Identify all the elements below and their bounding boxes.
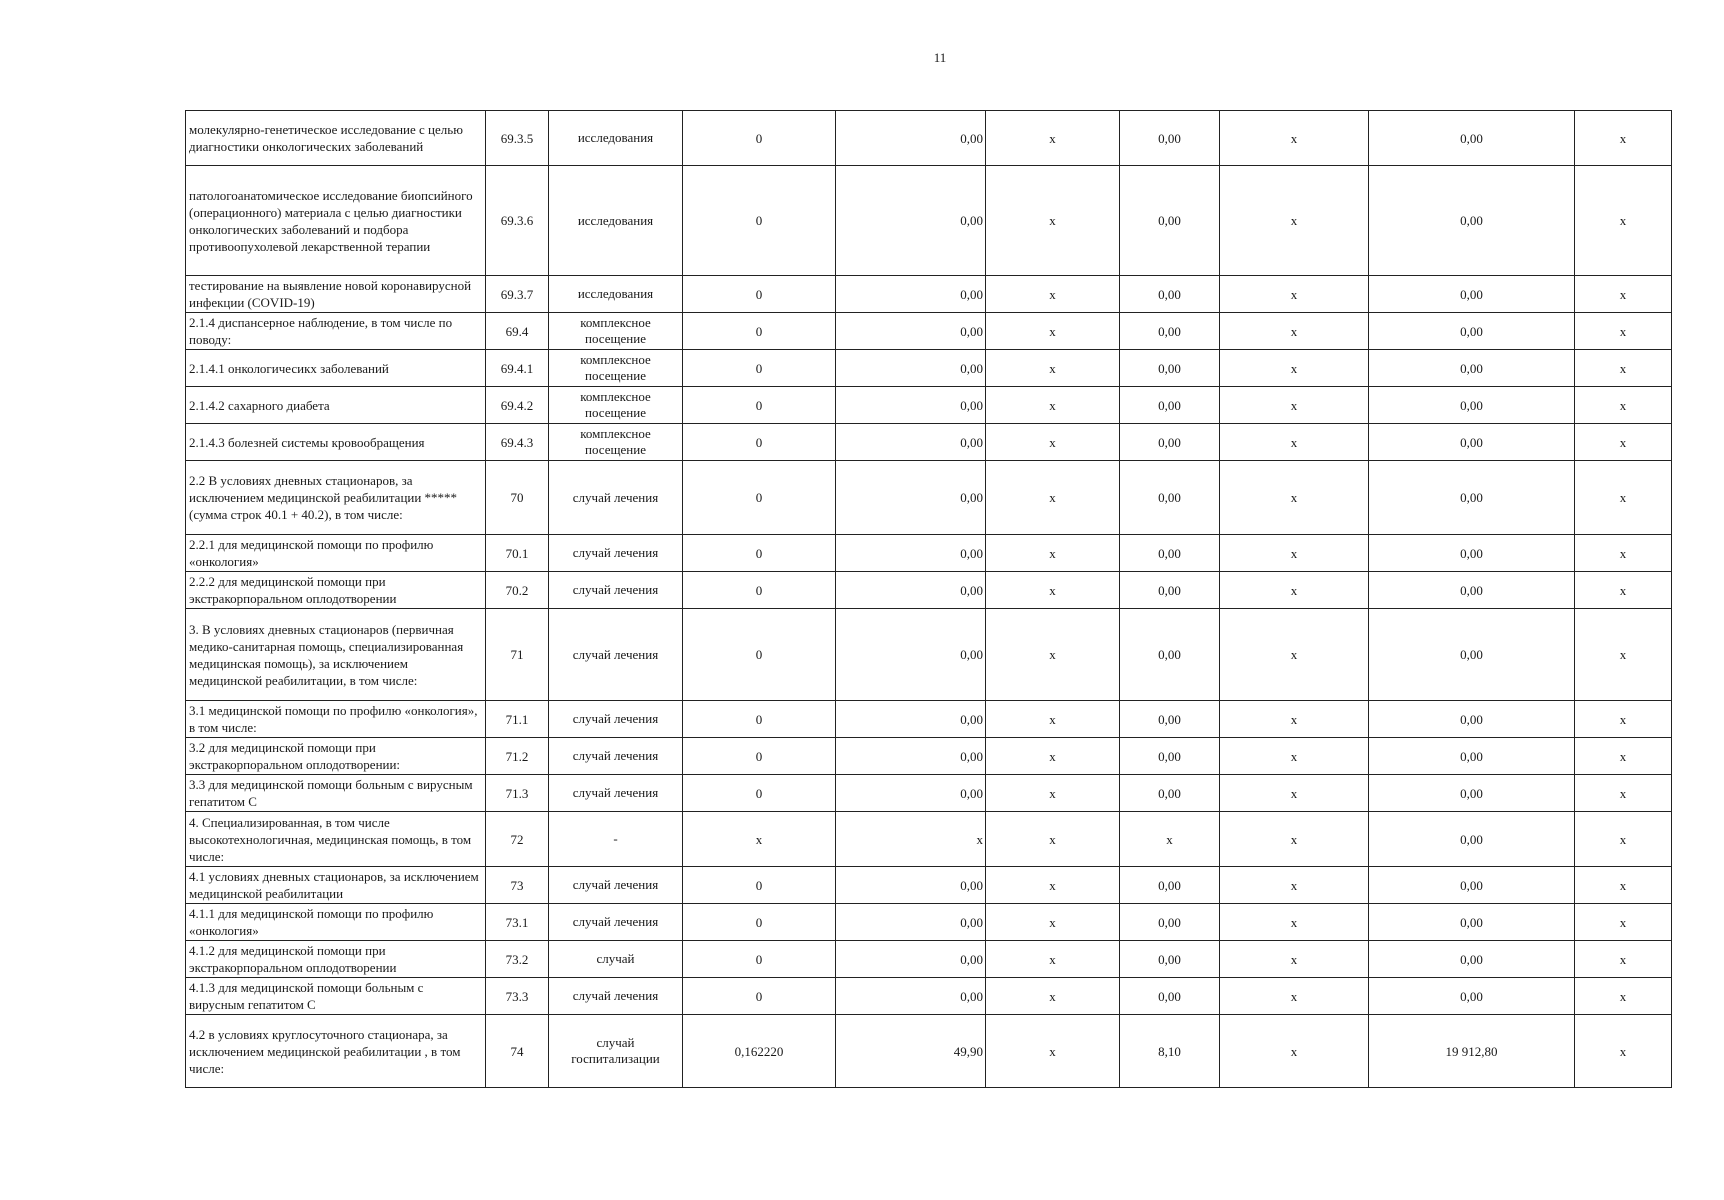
row-code-cell: 69.4.3 — [486, 424, 549, 461]
row-value-cell: х — [1220, 904, 1369, 941]
row-value-cell: х — [1220, 701, 1369, 738]
row-value-cell: 0 — [683, 461, 836, 535]
row-value-cell: 0,00 — [1369, 904, 1575, 941]
row-value-cell: 0,00 — [1120, 313, 1220, 350]
row-unit-cell: случай лечения — [549, 572, 683, 609]
row-value-cell: 0,162220 — [683, 1015, 836, 1088]
row-value-cell: 0,00 — [1120, 775, 1220, 812]
row-value-cell: х — [1575, 313, 1672, 350]
row-code-cell: 74 — [486, 1015, 549, 1088]
row-unit-cell: случай лечения — [549, 701, 683, 738]
row-value-cell: 0,00 — [1120, 978, 1220, 1015]
row-name-cell: 3. В условиях дневных стационаров (первичная медико-санитарная помощь, специализированная медицинская помощь), за исключением медицинской реабилитации, в том числе: — [186, 609, 486, 701]
row-unit-cell: случай лечения — [549, 461, 683, 535]
row-name-cell: 3.3 для медицинской помощи больным с вирусным гепатитом С — [186, 775, 486, 812]
table-row — [186, 867, 1672, 904]
table-row — [186, 387, 1672, 424]
row-code-cell: 70.2 — [486, 572, 549, 609]
row-unit-cell: комплексное посещение — [549, 313, 683, 350]
row-name-cell: 4.1 условиях дневных стационаров, за исключением медицинской реабилитации — [186, 867, 486, 904]
table-row — [186, 461, 1672, 535]
row-value-cell: 0,00 — [836, 166, 986, 276]
row-value-cell: 0,00 — [1369, 313, 1575, 350]
table-row — [186, 166, 1672, 276]
row-value-cell: х — [1575, 978, 1672, 1015]
row-value-cell: 0,00 — [1120, 350, 1220, 387]
row-value-cell: 0,00 — [836, 313, 986, 350]
row-value-cell: х — [986, 313, 1120, 350]
row-name-cell: тестирование на выявление новой коронавирусной инфекции (COVID-19) — [186, 276, 486, 313]
row-value-cell: 0,00 — [836, 276, 986, 313]
row-value-cell: 49,90 — [836, 1015, 986, 1088]
row-unit-cell: исследования — [549, 276, 683, 313]
row-value-cell: х — [1575, 867, 1672, 904]
row-value-cell: х — [986, 424, 1120, 461]
row-value-cell: 0,00 — [1369, 775, 1575, 812]
row-value-cell: 0,00 — [836, 461, 986, 535]
row-name-cell: 4. Специализированная, в том числе высокотехнологичная, медицинская помощь, в том числе: — [186, 812, 486, 867]
row-value-cell: 0,00 — [836, 387, 986, 424]
row-code-cell: 73.2 — [486, 941, 549, 978]
row-value-cell: х — [1575, 738, 1672, 775]
row-name-cell: молекулярно-генетическое исследование с целью диагностики онкологических заболеваний — [186, 111, 486, 166]
row-value-cell: х — [1220, 276, 1369, 313]
row-value-cell: 0,00 — [836, 904, 986, 941]
row-value-cell: 0,00 — [1369, 738, 1575, 775]
row-value-cell: 0,00 — [1120, 166, 1220, 276]
row-unit-cell: исследования — [549, 166, 683, 276]
row-value-cell: 0,00 — [1120, 609, 1220, 701]
row-value-cell: х — [1220, 387, 1369, 424]
row-value-cell: х — [1575, 276, 1672, 313]
table-row — [186, 904, 1672, 941]
table-row — [186, 812, 1672, 867]
row-code-cell: 70 — [486, 461, 549, 535]
row-value-cell: х — [986, 904, 1120, 941]
row-value-cell: х — [1575, 535, 1672, 572]
row-value-cell: х — [1120, 812, 1220, 867]
row-code-cell: 69.3.6 — [486, 166, 549, 276]
row-name-cell: 2.2.1 для медицинской помощи по профилю «онкология» — [186, 535, 486, 572]
row-value-cell: 0,00 — [1120, 701, 1220, 738]
row-value-cell: 0,00 — [1369, 166, 1575, 276]
table-row — [186, 111, 1672, 166]
row-value-cell: 0 — [683, 738, 836, 775]
row-unit-cell: комплексное посещение — [549, 350, 683, 387]
row-value-cell: 0,00 — [836, 941, 986, 978]
row-value-cell: х — [1220, 978, 1369, 1015]
row-value-cell: 0,00 — [1369, 812, 1575, 867]
row-code-cell: 69.4 — [486, 313, 549, 350]
row-value-cell: 0,00 — [1120, 276, 1220, 313]
row-value-cell: х — [986, 738, 1120, 775]
row-value-cell: х — [986, 535, 1120, 572]
row-value-cell: х — [986, 941, 1120, 978]
table-row — [186, 572, 1672, 609]
row-value-cell: х — [1220, 572, 1369, 609]
table-row — [186, 276, 1672, 313]
row-value-cell: х — [986, 609, 1120, 701]
row-value-cell: 0,00 — [836, 424, 986, 461]
row-value-cell: 0 — [683, 941, 836, 978]
row-unit-cell: случай лечения — [549, 738, 683, 775]
row-value-cell: х — [1220, 313, 1369, 350]
row-value-cell: х — [986, 461, 1120, 535]
table-row — [186, 701, 1672, 738]
table-row — [186, 424, 1672, 461]
row-name-cell: 2.1.4.2 сахарного диабета — [186, 387, 486, 424]
row-value-cell: х — [986, 111, 1120, 166]
row-unit-cell: случай госпитализации — [549, 1015, 683, 1088]
row-value-cell: 0,00 — [1369, 867, 1575, 904]
row-value-cell: х — [986, 572, 1120, 609]
row-name-cell: 2.1.4 диспансерное наблюдение, в том числе по поводу: — [186, 313, 486, 350]
row-value-cell: 0 — [683, 276, 836, 313]
row-value-cell: 0,00 — [1369, 111, 1575, 166]
row-value-cell: 0 — [683, 572, 836, 609]
page-number: 11 — [933, 50, 947, 65]
row-value-cell: 0 — [683, 535, 836, 572]
table-row — [186, 1015, 1672, 1088]
row-value-cell: 8,10 — [1120, 1015, 1220, 1088]
row-value-cell: 0,00 — [1369, 978, 1575, 1015]
row-unit-cell: случай — [549, 941, 683, 978]
row-value-cell: 0 — [683, 867, 836, 904]
row-code-cell: 70.1 — [486, 535, 549, 572]
row-value-cell: 0,00 — [836, 978, 986, 1015]
row-value-cell: 0,00 — [836, 572, 986, 609]
row-value-cell: х — [1575, 572, 1672, 609]
row-unit-cell: случай лечения — [549, 609, 683, 701]
table-row — [186, 978, 1672, 1015]
row-value-cell: х — [1575, 461, 1672, 535]
row-value-cell: х — [683, 812, 836, 867]
row-code-cell: 73 — [486, 867, 549, 904]
row-value-cell: 0 — [683, 775, 836, 812]
row-value-cell: х — [986, 387, 1120, 424]
row-unit-cell: - — [549, 812, 683, 867]
row-value-cell: х — [1220, 867, 1369, 904]
row-value-cell: х — [1220, 424, 1369, 461]
row-value-cell: х — [1220, 461, 1369, 535]
row-value-cell: 0,00 — [1120, 572, 1220, 609]
row-value-cell: 0,00 — [1369, 535, 1575, 572]
table-body — [186, 111, 1672, 1088]
row-name-cell: 2.2.2 для медицинской помощи при экстракорпоральном оплодотворении — [186, 572, 486, 609]
row-value-cell: х — [986, 775, 1120, 812]
row-value-cell: 0,00 — [836, 738, 986, 775]
row-value-cell: х — [986, 701, 1120, 738]
row-code-cell: 69.4.2 — [486, 387, 549, 424]
row-value-cell: 0,00 — [836, 350, 986, 387]
row-unit-cell: случай лечения — [549, 775, 683, 812]
row-value-cell: 0,00 — [1120, 738, 1220, 775]
row-unit-cell: исследования — [549, 111, 683, 166]
row-value-cell: х — [1575, 904, 1672, 941]
row-value-cell: х — [1220, 775, 1369, 812]
row-value-cell: х — [986, 1015, 1120, 1088]
row-value-cell: х — [986, 350, 1120, 387]
row-value-cell: х — [1220, 111, 1369, 166]
row-value-cell: х — [1575, 775, 1672, 812]
row-value-cell: х — [1220, 941, 1369, 978]
row-value-cell: 0 — [683, 609, 836, 701]
row-value-cell: 0,00 — [1120, 111, 1220, 166]
row-value-cell: 0,00 — [1120, 867, 1220, 904]
data-table — [185, 110, 1672, 1088]
row-value-cell: 0 — [683, 166, 836, 276]
row-value-cell: х — [1220, 812, 1369, 867]
row-name-cell: 4.1.1 для медицинской помощи по профилю «онкология» — [186, 904, 486, 941]
row-value-cell: х — [1575, 609, 1672, 701]
row-unit-cell: случай лечения — [549, 978, 683, 1015]
row-value-cell: 0,00 — [1120, 941, 1220, 978]
row-value-cell: 0,00 — [1369, 276, 1575, 313]
row-value-cell: 0 — [683, 701, 836, 738]
row-value-cell: 0 — [683, 350, 836, 387]
row-name-cell: 3.1 медицинской помощи по профилю «онкология», в том числе: — [186, 701, 486, 738]
row-value-cell: 0,00 — [1369, 461, 1575, 535]
row-value-cell: 0 — [683, 904, 836, 941]
row-code-cell: 69.3.5 — [486, 111, 549, 166]
row-unit-cell: случай лечения — [549, 535, 683, 572]
row-unit-cell: случай лечения — [549, 867, 683, 904]
row-value-cell: 0,00 — [836, 701, 986, 738]
row-value-cell: 0,00 — [1120, 461, 1220, 535]
row-value-cell: 0,00 — [1120, 424, 1220, 461]
row-name-cell: патологоанатомическое исследование биопсийного (операционного) материала с целью диагностики онкологических заболеваний и подбора противоопухолевой лекарственной терапии — [186, 166, 486, 276]
row-code-cell: 71.1 — [486, 701, 549, 738]
row-code-cell: 72 — [486, 812, 549, 867]
table-row — [186, 313, 1672, 350]
row-value-cell: х — [1220, 535, 1369, 572]
row-value-cell: 0,00 — [1369, 387, 1575, 424]
table-row — [186, 535, 1672, 572]
table-row — [186, 738, 1672, 775]
row-unit-cell: комплексное посещение — [549, 387, 683, 424]
row-value-cell: х — [1575, 387, 1672, 424]
table-row — [186, 350, 1672, 387]
row-name-cell: 4.2 в условиях круглосуточного стационара, за исключением медицинской реабилитации , в том числе: — [186, 1015, 486, 1088]
row-value-cell: 0 — [683, 387, 836, 424]
row-name-cell: 2.1.4.1 онкологичесикх заболеваний — [186, 350, 486, 387]
row-code-cell: 69.4.1 — [486, 350, 549, 387]
row-value-cell: х — [986, 276, 1120, 313]
row-code-cell: 73.3 — [486, 978, 549, 1015]
row-value-cell: 0,00 — [836, 111, 986, 166]
row-value-cell: 0,00 — [836, 775, 986, 812]
row-value-cell: х — [1220, 166, 1369, 276]
row-value-cell: 0,00 — [1369, 609, 1575, 701]
row-value-cell: 0,00 — [1369, 701, 1575, 738]
row-value-cell: 0,00 — [1369, 350, 1575, 387]
row-value-cell: х — [1220, 1015, 1369, 1088]
row-value-cell: х — [986, 812, 1120, 867]
row-value-cell: 0,00 — [836, 535, 986, 572]
row-value-cell: х — [836, 812, 986, 867]
row-name-cell: 2.1.4.3 болезней системы кровообращения — [186, 424, 486, 461]
row-value-cell: 0 — [683, 111, 836, 166]
table-row — [186, 941, 1672, 978]
row-value-cell: х — [1575, 812, 1672, 867]
row-value-cell: х — [1220, 738, 1369, 775]
row-value-cell: 19 912,80 — [1369, 1015, 1575, 1088]
row-value-cell: х — [1220, 350, 1369, 387]
row-value-cell: х — [986, 166, 1120, 276]
row-name-cell: 2.2 В условиях дневных стационаров, за исключением медицинской реабилитации ***** (сумма строк 40.1 + 40.2), в том числе: — [186, 461, 486, 535]
row-value-cell: 0,00 — [836, 867, 986, 904]
row-value-cell: х — [1575, 701, 1672, 738]
row-value-cell: 0,00 — [1120, 387, 1220, 424]
table-row — [186, 775, 1672, 812]
row-code-cell: 71.3 — [486, 775, 549, 812]
row-value-cell: х — [1575, 111, 1672, 166]
row-value-cell: 0,00 — [1369, 424, 1575, 461]
row-value-cell: х — [1220, 609, 1369, 701]
row-value-cell: 0 — [683, 424, 836, 461]
row-unit-cell: случай лечения — [549, 904, 683, 941]
row-code-cell: 73.1 — [486, 904, 549, 941]
row-value-cell: х — [1575, 1015, 1672, 1088]
row-code-cell: 69.3.7 — [486, 276, 549, 313]
row-name-cell: 3.2 для медицинской помощи при экстракорпоральном оплодотворении: — [186, 738, 486, 775]
row-value-cell: х — [1575, 424, 1672, 461]
table-row — [186, 609, 1672, 701]
row-name-cell: 4.1.3 для медицинской помощи больным с вирусным гепатитом С — [186, 978, 486, 1015]
row-code-cell: 71.2 — [486, 738, 549, 775]
row-value-cell: х — [1575, 166, 1672, 276]
row-value-cell: 0,00 — [836, 609, 986, 701]
row-value-cell: х — [986, 867, 1120, 904]
row-value-cell: 0 — [683, 978, 836, 1015]
row-code-cell: 71 — [486, 609, 549, 701]
row-value-cell: 0 — [683, 313, 836, 350]
row-value-cell: х — [1575, 350, 1672, 387]
row-unit-cell: комплексное посещение — [549, 424, 683, 461]
row-value-cell: 0,00 — [1369, 941, 1575, 978]
row-value-cell: х — [986, 978, 1120, 1015]
row-name-cell: 4.1.2 для медицинской помощи при экстракорпоральном оплодотворении — [186, 941, 486, 978]
row-value-cell: х — [1575, 941, 1672, 978]
row-value-cell: 0,00 — [1120, 535, 1220, 572]
row-value-cell: 0,00 — [1369, 572, 1575, 609]
row-value-cell: 0,00 — [1120, 904, 1220, 941]
